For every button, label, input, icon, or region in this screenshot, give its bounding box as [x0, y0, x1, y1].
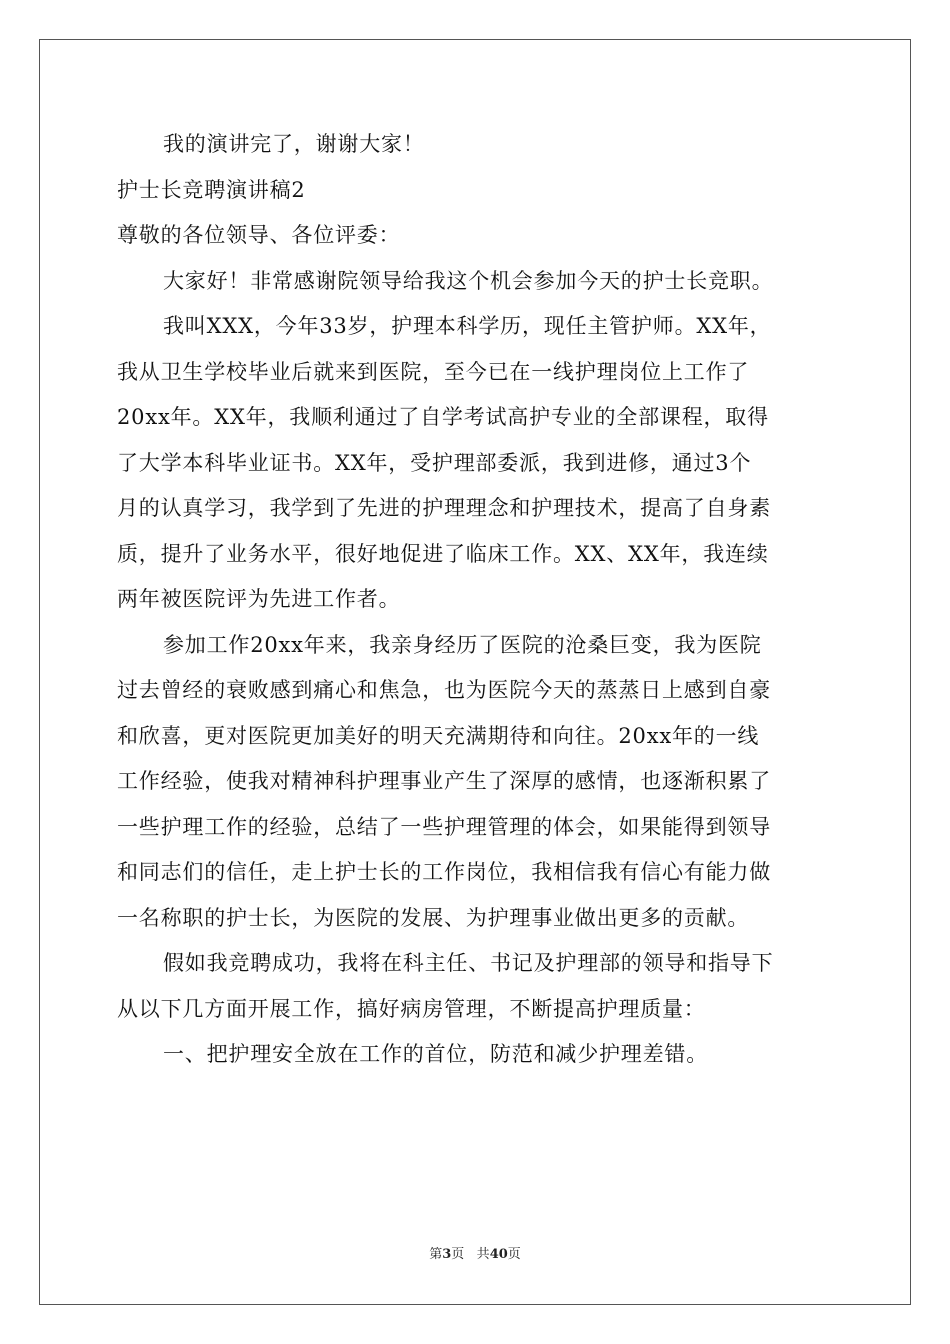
page-prefix: 第: [429, 1247, 443, 1262]
page-suffix: 页: [451, 1247, 465, 1262]
paragraph-line: 和欣喜，更对医院更加美好的明天充满期待和向往。20xx年的一线: [117, 723, 760, 748]
page-footer: [0, 1246, 950, 1264]
paragraph-line: 质，提升了业务水平，很好地促进了临床工作。XX、XX年，我连续: [117, 541, 769, 566]
paragraph-line: 和同志们的信任，走上护士长的工作岗位，我相信我有信心有能力做: [117, 860, 771, 884]
paragraph-line: 20xx年。XX年，我顺利通过了自学考试高护专业的全部课程，取得: [117, 405, 769, 429]
paragraph-line: 了大学本科毕业证书。XX年，受护理部委派，我到进修，通过3个: [117, 450, 752, 475]
total-page-count: 40: [489, 1247, 508, 1262]
paragraph-line: 从以下几方面开展工作，搞好病房管理，不断提高护理质量：: [117, 996, 706, 1021]
paragraph-line: 工作经验，使我对精神科护理事业产生了深厚的感情，也逐渐积累了: [117, 769, 771, 793]
paragraph-line: 我从卫生学校毕业后就来到医院，至今已在一线护理岗位上工作了: [117, 359, 750, 384]
current-page-number: 3: [442, 1247, 452, 1262]
paragraph-line: 一些护理工作的经验，总结了一些护理管理的体会，如果能得到领导: [117, 814, 771, 839]
document-body: [117, 128, 833, 1084]
paragraph-line: 过去曾经的衰败感到痛心和焦急，也为医院今天的蒸蒸日上感到自豪: [117, 678, 771, 702]
salutation-line: 尊敬的各位领导、各位评委：: [117, 223, 401, 247]
paragraph-line: 一、把护理安全放在工作的首位，防范和减少护理差错。: [163, 1042, 708, 1066]
total-suffix: 页: [507, 1247, 521, 1262]
paragraph-line: 月的认真学习，我学到了先进的护理理念和护理技术，提高了自身素: [117, 496, 771, 520]
paragraph-line: 我叫XXX，今年33岁，护理本科学历，现任主管护师。XX年，: [163, 314, 772, 338]
paragraph-line: 两年被医院评为先进工作者。: [117, 587, 401, 611]
paragraph-line: 参加工作20xx年来，我亲身经历了医院的沧桑巨变，我为医院: [163, 632, 762, 657]
section-heading: 护士长竞聘演讲稿2: [117, 177, 306, 202]
paragraph-line: 一名称职的护士长，为医院的发展、为护理事业做出更多的贡献。: [117, 905, 750, 930]
paragraph-line: 我的演讲完了，谢谢大家！: [163, 132, 425, 156]
paragraph-line: 大家好！非常感谢院领导给我这个机会参加今天的护士长竞职。: [163, 268, 774, 293]
total-prefix: 共: [476, 1247, 490, 1262]
paragraph-line: 假如我竞聘成功，我将在科主任、书记及护理部的领导和指导下: [163, 951, 774, 975]
